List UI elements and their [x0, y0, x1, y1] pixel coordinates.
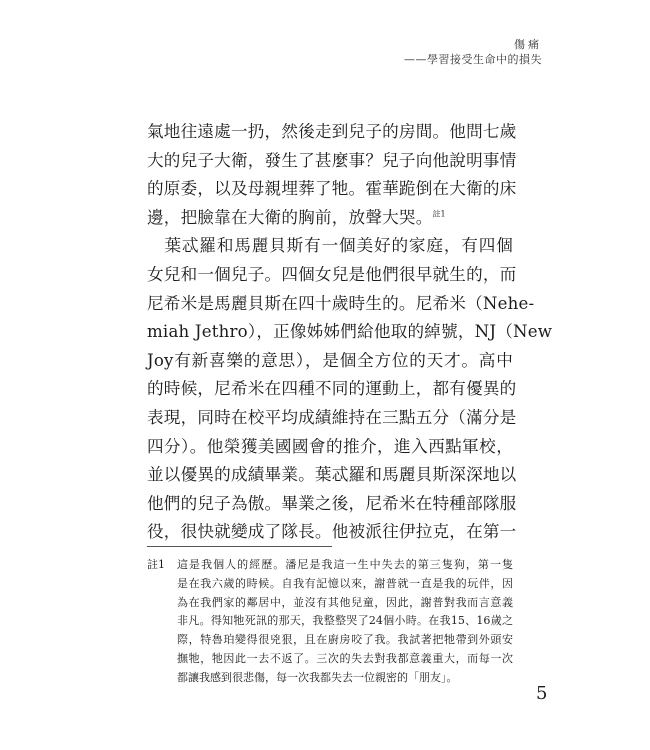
body-line	[147, 204, 513, 233]
body-line: 他們的兒子為傲。畢業之後，尼希米在特種部隊服	[147, 493, 517, 513]
body-line-text: 邊，把臉靠在大衛的胸前，放聲大哭。	[147, 207, 433, 227]
body-text	[147, 118, 553, 547]
body-line: 的原委，以及母親埋葬了牠。霍華跪倒在大衛的床	[147, 179, 517, 199]
body-line: 表現，同時在校平均成績維持在三點五分（滿分是	[147, 407, 517, 427]
running-header	[404, 38, 542, 67]
body-line: 並以優異的成績畢業。葉忒羅和馬麗貝斯深深地以	[147, 465, 517, 485]
body-line: 尼希米是馬麗貝斯在四十歲時生的。尼希米（Nehe-	[147, 293, 535, 313]
footnote-line: 撫牠，牠因此一去不返了。三次的失去對我都意義重大，而每一次	[177, 651, 513, 665]
running-header-title: 傷痛	[514, 38, 542, 51]
footnote-line: 際，特魯珀變得很兇狠，且在廚房咬了我。我試著把牠帶到外頭安	[177, 633, 513, 647]
footnote-line: 是在我六歲的時候。自我有記憶以來，謝普就一直是我的玩伴，因	[177, 576, 513, 590]
body-line: 葉忒羅和馬麗貝斯有一個美好的家庭，有四個	[147, 236, 513, 256]
body-line: 大的兒子大衛，發生了甚麼事？兒子向他說明事情	[147, 150, 517, 170]
body-line: 役，很快就變成了隊長。他被派往伊拉克，在第一	[147, 522, 517, 542]
footnote-reference: 註1	[432, 209, 446, 219]
body-line: miah Jethro），正像姊姊們給他取的綽號，NJ（New	[147, 322, 553, 342]
footnote-body	[177, 556, 513, 688]
page-number: 5	[536, 683, 548, 704]
body-line: 氣地往遠處一扔，然後走到兒子的房間。他問七歲	[147, 122, 517, 141]
footnote-label: 註1	[147, 558, 165, 571]
body-line: Joy有新喜樂的意思），是個全方位的天才。高中	[147, 350, 513, 370]
body-line: 女兒和一個兒子。四個女兒是他們很早就生的，而	[147, 264, 517, 284]
running-header-subtitle: ——學習接受生命中的損失	[404, 53, 542, 66]
body-line: 四分）。他榮獲美國國會的推介，進入西點軍校，	[147, 436, 513, 456]
footnote-line: 都讓我感到很悲傷，每一次我都失去一位親密的「朋友」。	[177, 670, 458, 684]
footnote-divider	[147, 546, 332, 547]
footnote-line: 非凡。得知牠死訊的那天，我整整哭了24個小時。在我15、16歲之	[177, 614, 513, 628]
footnote-line: 為在我們家的鄰居中，並沒有其他兒童，因此，謝普對我而言意義	[177, 595, 513, 609]
footnote-line: 這是我個人的經歷。潘尼是我這一生中失去的第三隻狗，第一隻	[177, 558, 513, 571]
body-line: 的時候，尼希米在四種不同的運動上，都有優異的	[147, 379, 517, 399]
footnote	[147, 556, 513, 688]
